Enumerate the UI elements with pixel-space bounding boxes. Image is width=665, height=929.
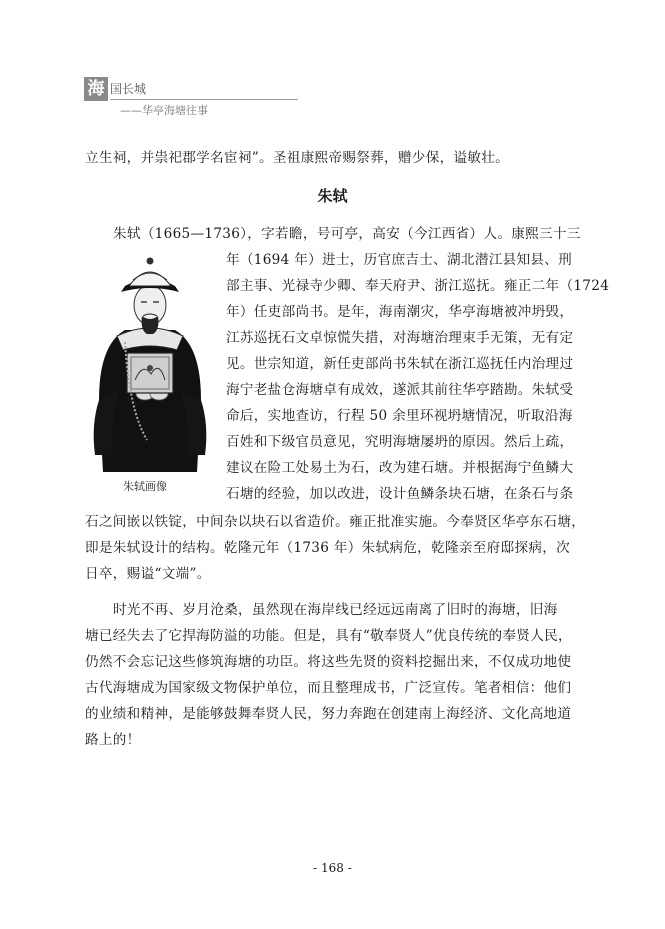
running-header-title: 国长城 [110, 82, 147, 96]
closing-line: 时光不再、岁月沧桑，虽然现在海岸线已经远远南离了旧时的海塘，旧海 [113, 602, 558, 618]
bio-line: 日卒，赐谥“文端”。 [85, 566, 211, 582]
bio-line: 见。世宗知道，新任吏部尚书朱轼在浙江巡抚任内治理过 [226, 356, 574, 372]
closing-line: 古代海塘成为国家级文物保护单位，而且整理成书，广泛宣传。笔者相信：他们 [85, 680, 572, 696]
closing-line: 塘已经失去了它捍海防溢的功能。但是，具有“敬奉贤人”优良传统的奉贤人民， [85, 628, 572, 644]
portrait-caption: 朱轼画像 [123, 480, 167, 493]
closing-line: 路上的！ [85, 732, 141, 748]
bio-line: 建议在险工处易土为石，改为建石塘。并根据海宁鱼鳞大 [226, 460, 574, 476]
page-number: - 168 - [313, 861, 352, 875]
bio-line: 百姓和下级官员意见，究明海塘屡坍的原因。然后上疏， [226, 434, 574, 450]
bio-line: 朱轼（1665—1736），字若瞻，号可亭，高安（今江西省）人。康熙三十三 [113, 226, 581, 242]
bio-line: 命后，实地查访，行程 50 余里环视坍塘情况，听取沿海 [226, 408, 573, 424]
bio-line: 江苏巡抚石文卓惊慌失措，对海塘治理束手无策，无有定 [226, 330, 574, 346]
bio-line: 年）任吏部尚书。是年，海南潮灾，华亭海塘被冲坍毁， [226, 304, 574, 320]
bio-line: 海宁老盐仓海塘卓有成效，遂派其前往华亭踏勘。朱轼受 [226, 382, 574, 398]
zhu-shi-portrait-image [85, 250, 215, 472]
bio-line: 即是朱轼设计的结构。乾隆元年（1736 年）朱轼病危，乾隆亲至府邸探病，次 [85, 540, 571, 556]
header-logo-icon: 海 [84, 77, 108, 101]
bio-line: 石之间嵌以铁锭，中间杂以块石以省造价。雍正批准实施。今奉贤区华亭东石塘， [85, 514, 586, 530]
section-heading: 朱轼 [317, 187, 348, 205]
continued-paragraph-line: 立生祠，并祟祀郡学名宦祠”。圣祖康熙帝赐祭葬，赠少保，谥敏壮。 [85, 150, 510, 166]
bio-line: 部主事、光禄寺少卿、奉天府尹、浙江巡抚。雍正二年（1724 [226, 278, 610, 294]
bio-line: 年（1694 年）进士，历官庶吉士、湖北潜江县知县、刑 [226, 252, 573, 268]
header-rule [110, 99, 298, 100]
closing-line: 的业绩和精神，是能够鼓舞奉贤人民，努力奔跑在创建南上海经济、文化高地道 [85, 706, 572, 722]
closing-line: 仍然不会忘记这些修筑海塘的功臣。将这些先贤的资料挖掘出来，不仅成功地使 [85, 654, 572, 670]
bio-line: 石塘的经验，加以改进，设计鱼鳞条块石塘，在条石与条 [226, 486, 574, 502]
running-header-subtitle: ——华亭海塘往事 [120, 104, 208, 117]
